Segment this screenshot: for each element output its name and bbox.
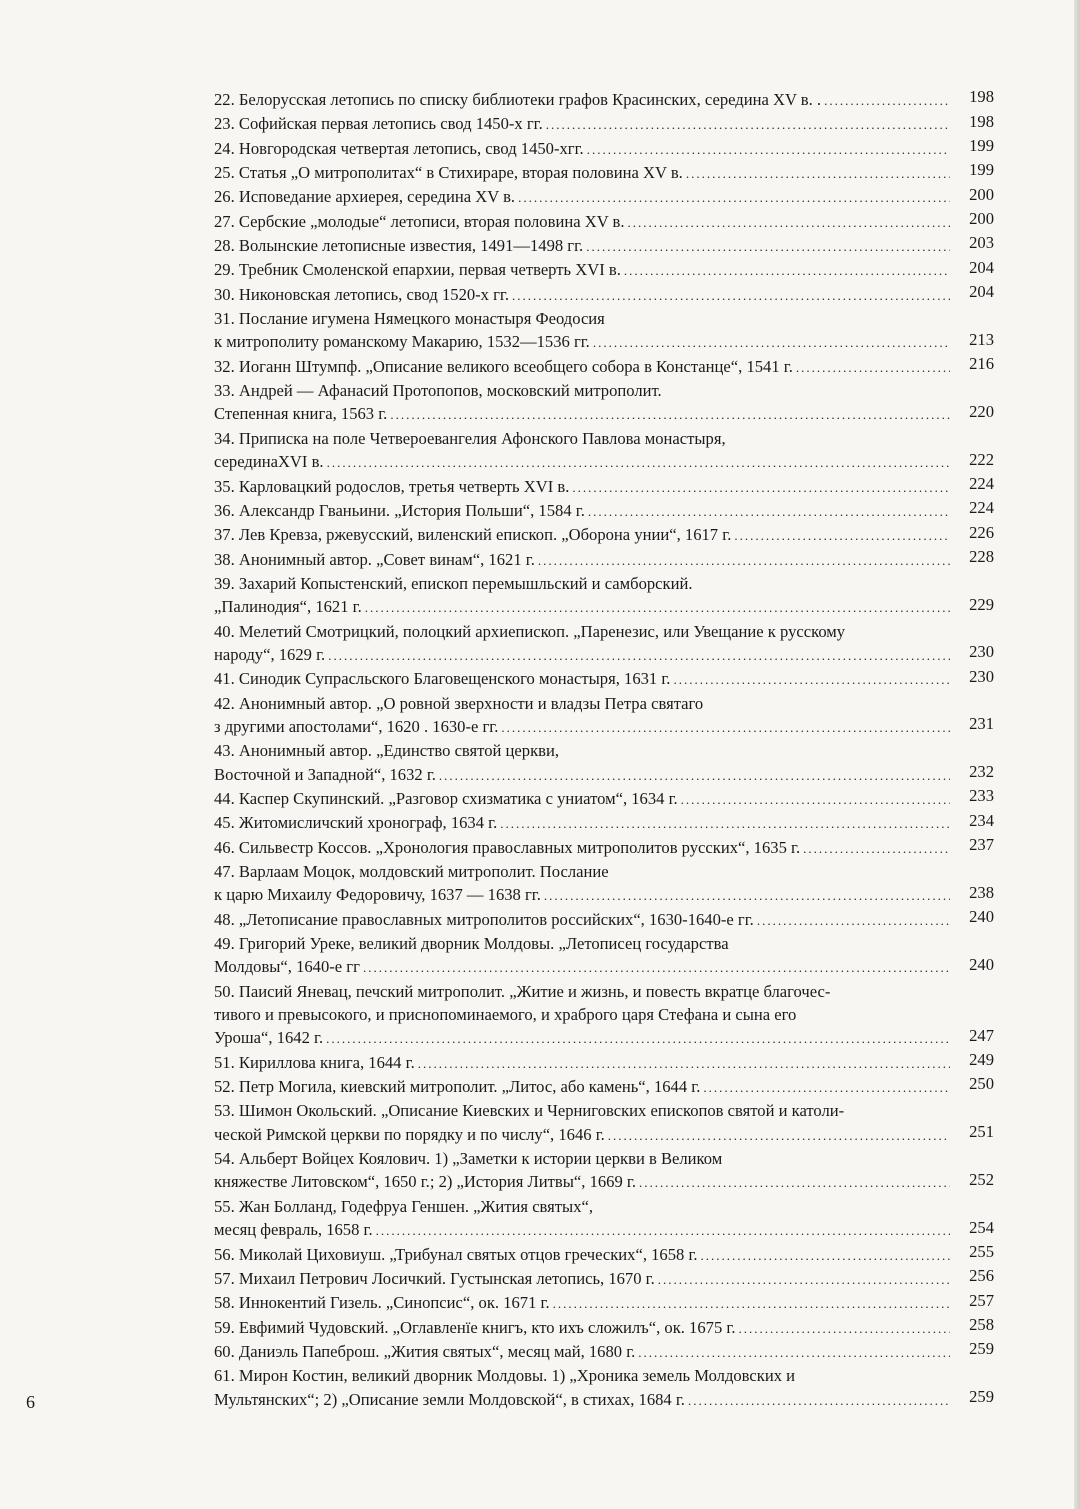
dot-leader: [738, 1317, 950, 1340]
dot-leader: [572, 476, 950, 499]
toc-page-ref: 251: [969, 1122, 994, 1142]
dot-leader: [587, 138, 950, 161]
dot-leader: [553, 1292, 950, 1315]
dot-leader: [546, 113, 950, 136]
toc-page-ref: 220: [969, 401, 994, 421]
toc-page-ref: 255: [969, 1241, 994, 1261]
toc-entry-line: [214, 88, 950, 112]
toc-page-ref: 203: [969, 233, 994, 253]
toc-entry-text: 42. Анонимный автор. „О ровной зверхности и владзы Петра святаго: [214, 693, 704, 713]
toc-entry-text: 55. Жан Болланд, Годефруа Геншен. „Жития святых“,: [214, 1196, 594, 1216]
toc-entry: [214, 1243, 994, 1267]
toc-entry-line: [214, 572, 950, 595]
toc-entry-line: [214, 1075, 950, 1099]
toc-entry: [214, 355, 994, 379]
toc-entry-text: 56. Миколай Циховиуш. „Трибунал святых отцов греческих“, 1658 г.: [214, 1244, 698, 1264]
toc-page-ref: 240: [969, 954, 994, 974]
toc-entry-line: [214, 1316, 950, 1340]
toc-entry-line: [214, 908, 950, 932]
toc-entry-text: 58. Иннокентий Гизель. „Синопсис“, ок. 1671 г.: [214, 1293, 550, 1313]
toc-page-ref: 231: [969, 714, 994, 734]
toc-entry-line: [214, 1388, 950, 1412]
toc-entry-text: 57. Михаил Петрович Лосичкий. Густынская летопись, 1670 г.: [214, 1268, 655, 1288]
dot-leader: [757, 909, 950, 932]
toc-entry: [214, 860, 994, 908]
toc-entry-text: 52. Петр Могила, киевский митрополит. „Литос, або камень“, 1644 г.: [214, 1077, 701, 1097]
dot-leader: [593, 331, 950, 354]
toc-entry-line: [214, 379, 950, 402]
toc-entry-text: 47. Варлаам Моцок, молдовский митрополит. Послание: [214, 862, 609, 881]
dot-leader: [673, 668, 950, 691]
toc-entry-text: 29. Требник Смоленской епархии, первая четверть XVI в.: [214, 260, 621, 280]
toc-page-ref: 252: [969, 1169, 994, 1189]
toc-entry-text: Восточной и Западной“, 1632 г.: [214, 764, 436, 784]
toc-page-ref: 250: [969, 1074, 994, 1094]
toc-entry-line: [214, 883, 950, 907]
dot-leader: [628, 211, 950, 234]
toc-entry-line: [214, 258, 950, 282]
toc-entry-text: 36. Александр Гваньини. „История Польши“, 1584 г.: [214, 500, 585, 520]
toc-entry-text: народу“, 1629 г.: [214, 644, 326, 664]
toc-entry: [214, 1291, 994, 1315]
toc-entry-line: [214, 523, 950, 547]
toc-page-ref: 199: [969, 160, 994, 180]
toc-entry-text: 61. Мирон Костин, великий дворник Молдовы. 1) „Хроника земель Молдовских и: [214, 1366, 796, 1386]
toc-entry-line: [214, 210, 950, 234]
toc-page-ref: 198: [969, 111, 994, 131]
toc-entry-line: [214, 595, 950, 619]
toc-entry-line: [214, 1026, 950, 1050]
toc-entry-line: [214, 499, 950, 523]
toc-entry: [214, 161, 994, 185]
toc-entry-text: ческой Римской церкви по порядку и по числу“, 1646 г.: [214, 1124, 605, 1144]
toc-entry-line: [214, 355, 950, 379]
toc-entry-line: [214, 330, 950, 354]
toc-page-ref: 256: [969, 1266, 994, 1286]
dot-leader: [538, 549, 950, 572]
toc-entry-text: 32. Иоганн Штумпф. „Описание великого всеобщего собора в Констанце“, 1541 г.: [214, 356, 793, 376]
toc-page-ref: 257: [969, 1290, 994, 1310]
toc-entry-text: 50. Паисий Яневац, печский митрополит. „Житие и жизнь, и повесть вкратце благочес-: [214, 981, 831, 1001]
dot-leader: [518, 186, 950, 209]
toc-entry-line: [214, 1170, 950, 1194]
toc-entry-text: 54. Альберт Войцех Коялович. 1) „Заметки к истории церкви в Великом: [214, 1149, 723, 1169]
toc-entry: [214, 1340, 994, 1364]
toc-entry-line: [214, 1364, 950, 1387]
toc-entry-line: [214, 112, 950, 136]
dot-leader: [500, 812, 950, 835]
toc-entry: [214, 185, 994, 209]
toc-entry-line: [214, 402, 950, 426]
toc-entry-text: 37. Лев Кревза, ржевусский, виленский епископ. „Оборона унии“, 1617 г.: [214, 525, 732, 545]
toc-page-ref: 240: [969, 907, 994, 927]
toc-entry-line: [214, 427, 950, 450]
toc-entry: [214, 787, 994, 811]
toc-entry-line: [214, 137, 950, 161]
toc-entry-text: 51. Кириллова книга, 1644 г.: [214, 1052, 415, 1072]
dot-leader: [824, 89, 950, 112]
toc-entry-text: к царю Михаилу Федоровичу, 1637 — 1638 гг.: [214, 885, 541, 905]
toc-entry-text: 28. Волынские летописные известия, 1491—1498 гг.: [214, 236, 584, 256]
toc-entry: [214, 307, 994, 355]
toc-page-ref: 259: [969, 1386, 994, 1406]
toc-page-ref: 230: [969, 642, 994, 662]
dot-leader: [501, 716, 950, 739]
toc-entry-text: 35. Карловацкий родослов, третья четверть XVI в.: [214, 476, 570, 496]
toc-entry-text: 38. Анонимный автор. „Совет винам“, 1621 г.: [214, 549, 535, 569]
toc-entry-line: [214, 1099, 950, 1122]
toc-entry-line: [214, 1195, 950, 1218]
toc-entry-line: [214, 860, 950, 883]
toc-entry-text: 27. Сербские „молодые“ летописи, вторая половина XV в.: [214, 211, 625, 231]
toc-entry-line: [214, 161, 950, 185]
toc-entry-line: [214, 283, 950, 307]
toc-page-ref: 204: [969, 282, 994, 302]
toc-entry: [214, 1267, 994, 1291]
dot-leader: [681, 788, 950, 811]
toc-entry-text: тивого и превысокого, и приснопоминаемого, и храброго царя Стефана и сына его: [214, 1005, 797, 1025]
toc-entry-text: 46. Сильвестр Коссов. „Хронология православных митрополитов русских“, 1635 г.: [214, 837, 801, 857]
toc-entry: [214, 258, 994, 282]
dot-leader: [512, 284, 950, 307]
dot-leader: [658, 1268, 950, 1291]
dot-leader: [586, 235, 950, 258]
page-number: 6: [26, 1392, 35, 1412]
toc-entry-text: 22. Белорусская летопись по списку библиотеки графов Красинских, середина XV в. .: [214, 90, 822, 109]
toc-entry-line: [214, 692, 950, 715]
toc-entry-line: [214, 1003, 950, 1026]
dot-leader: [326, 1027, 950, 1050]
toc-entry: [214, 620, 994, 668]
toc-entry-line: [214, 620, 950, 643]
toc-page-ref: 224: [969, 498, 994, 518]
toc-entry-line: [214, 715, 950, 739]
toc-entry-line: [214, 836, 950, 860]
toc-entry-line: [214, 932, 950, 955]
toc-entry: [214, 499, 994, 523]
toc-entry-text: 34. Приписка на поле Четвероевангелия Афонского Павлова монастыря,: [214, 428, 726, 448]
toc-page-ref: 230: [969, 666, 994, 686]
toc-entry-line: [214, 980, 950, 1003]
toc-entry: [214, 427, 994, 475]
toc-entry: [214, 980, 994, 1051]
toc-entry-line: [214, 1051, 950, 1075]
toc-entry: [214, 283, 994, 307]
toc-entry-text: Молдовы“, 1640-е гг: [214, 957, 360, 977]
toc-entry-line: [214, 1147, 950, 1170]
toc-entry-line: [214, 739, 950, 762]
toc-entry-text: месяц февраль, 1658 г.: [214, 1220, 373, 1240]
toc-entry-line: [214, 548, 950, 572]
toc-page-ref: 198: [969, 87, 994, 107]
toc-entry: [214, 667, 994, 691]
toc-page-ref: 199: [969, 136, 994, 156]
toc-entry: [214, 234, 994, 258]
toc-entry-text: 41. Синодик Супрасльского Благовещенского монастыря, 1631 г.: [214, 669, 671, 689]
toc-entry-text: 33. Андрей — Афанасий Протопопов, московский митрополит.: [214, 381, 662, 401]
toc-entry: [214, 1316, 994, 1340]
toc-entry-line: [214, 811, 950, 835]
toc-page-ref: 234: [969, 810, 994, 830]
toc-entry-text: 40. Мелетий Смотрицкий, полоцкий архиепископ. „Паренезис, или Увещание к русскому: [214, 621, 846, 641]
toc-page-ref: 237: [969, 835, 994, 854]
toc-entry: [214, 836, 994, 860]
toc-entry-text: Степенная книга, 1563 г.: [214, 404, 388, 424]
toc-page-ref: 216: [969, 354, 994, 374]
toc-entry-line: [214, 475, 950, 499]
toc-page-ref: 229: [969, 594, 994, 614]
toc-entry: [214, 379, 994, 427]
dot-leader: [363, 956, 950, 979]
table-of-contents: [214, 88, 994, 1412]
dot-leader: [639, 1171, 950, 1194]
toc-entry: [214, 1147, 994, 1195]
toc-page-ref: 249: [969, 1050, 994, 1070]
toc-entry: [214, 692, 994, 740]
toc-entry-line: [214, 1218, 950, 1242]
toc-entry-text: 59. Евфимий Чудовский. „Оглавленїе книгъ, кто ихъ сложилъ“, ок. 1675 г.: [214, 1317, 736, 1337]
toc-entry: [214, 811, 994, 835]
dot-leader: [703, 1076, 950, 1099]
toc-entry-text: 25. Статья „О митрополитах“ в Стихираре, вторая половина XV в.: [214, 163, 683, 183]
dot-leader: [688, 1389, 950, 1412]
dot-leader: [376, 1219, 950, 1242]
toc-entry: [214, 88, 994, 112]
toc-entry: [214, 1075, 994, 1099]
toc-entry-line: [214, 1123, 950, 1147]
toc-entry-text: 23. Софийская первая летопись свод 1450-х гг.: [214, 114, 543, 134]
toc-entry-text: 24. Новгородская четвертая летопись, свод 1450-хгг.: [214, 138, 584, 158]
dot-leader: [803, 837, 950, 860]
toc-entry: [214, 210, 994, 234]
toc-page-ref: 259: [969, 1339, 994, 1359]
dot-leader: [734, 524, 950, 547]
dot-leader: [796, 356, 950, 379]
toc-page-ref: 224: [969, 473, 994, 493]
toc-entry: [214, 137, 994, 161]
dot-leader: [439, 764, 950, 787]
toc-entry: [214, 1099, 994, 1147]
toc-entry-text: 45. Житомисличский хронограф, 1634 г.: [214, 813, 498, 833]
toc-page-ref: 213: [969, 329, 994, 349]
toc-entry-text: 39. Захарий Копыстенский, епископ перемышльский и самборский.: [214, 573, 693, 593]
toc-entry-line: [214, 1340, 950, 1364]
toc-page-ref: 232: [969, 761, 994, 781]
dot-leader: [588, 500, 950, 523]
toc-entry-text: к митрополиту романскому Макарию, 1532—1536 гг.: [214, 332, 590, 352]
toc-page-ref: 200: [969, 209, 994, 229]
dot-leader: [328, 644, 950, 667]
toc-entry: [214, 932, 994, 980]
toc-entry: [214, 475, 994, 499]
toc-entry-line: [214, 185, 950, 209]
toc-entry-text: 49. Григорий Уреке, великий дворник Молдовы. „Летописец государства: [214, 934, 729, 954]
toc-page-ref: 222: [969, 449, 994, 469]
dot-leader: [390, 403, 950, 426]
toc-entry: [214, 523, 994, 547]
toc-entry-line: [214, 763, 950, 787]
toc-entry-line: [214, 955, 950, 979]
dot-leader: [701, 1244, 950, 1267]
toc-entry-text: 44. Каспер Скупинский. „Разговор схизматика с униатом“, 1634 г.: [214, 788, 678, 808]
toc-entry: [214, 908, 994, 932]
toc-entry-text: 60. Даниэль Папеброш. „Жития святых“, месяц май, 1680 г.: [214, 1341, 636, 1361]
toc-entry: [214, 572, 994, 620]
toc-page-ref: 233: [969, 786, 994, 806]
toc-entry-line: [214, 234, 950, 258]
toc-entry-line: [214, 1243, 950, 1267]
toc-page-ref: 226: [969, 522, 994, 542]
dot-leader: [608, 1124, 950, 1147]
toc-entry: [214, 1364, 994, 1412]
dot-leader: [638, 1341, 950, 1364]
toc-entry-text: 48. „Летописание православных митрополитов российских“, 1630-1640-е гг.: [214, 909, 754, 929]
dot-leader: [686, 162, 950, 185]
dot-leader: [544, 884, 950, 907]
toc-entry-line: [214, 450, 950, 474]
toc-entry-text: серединаXVI в.: [214, 452, 324, 472]
toc-entry-text: 43. Анонимный автор. „Единство святой церкви,: [214, 741, 560, 761]
dot-leader: [327, 451, 950, 474]
dot-leader: [418, 1052, 950, 1075]
toc-entry: [214, 548, 994, 572]
toc-page-ref: 254: [969, 1217, 994, 1237]
toc-entry-text: з другими апостолами“, 1620 . 1630-е гг.: [214, 716, 499, 736]
toc-entry-text: 26. Исповедание архиерея, середина XV в.: [214, 187, 516, 207]
toc-entry-line: [214, 1267, 950, 1291]
toc-entry-text: 30. Никоновская летопись, свод 1520-х гг.: [214, 284, 510, 304]
toc-entry-text: Уроша“, 1642 г.: [214, 1028, 324, 1048]
toc-page-ref: 200: [969, 184, 994, 204]
toc-page-ref: 238: [969, 882, 994, 902]
toc-page-ref: 204: [969, 257, 994, 277]
dot-leader: [624, 259, 950, 282]
toc-entry: [214, 1051, 994, 1075]
toc-entry-line: [214, 307, 950, 330]
toc-entry-text: „Палинодия“, 1621 г.: [214, 597, 362, 617]
toc-entry-line: [214, 787, 950, 811]
toc-page-ref: 247: [969, 1025, 994, 1045]
toc-entry: [214, 739, 994, 787]
toc-page-ref: 228: [969, 546, 994, 566]
toc-entry-line: [214, 643, 950, 667]
dot-leader: [365, 596, 950, 619]
toc-entry-text: 31. Послание игумена Нямецкого монастыря Феодосия: [214, 309, 605, 329]
toc-entry: [214, 1195, 994, 1243]
toc-entry-line: [214, 667, 950, 691]
toc-page-ref: 258: [969, 1314, 994, 1334]
scan-edge: [1074, 0, 1080, 1509]
toc-entry: [214, 112, 994, 136]
toc-entry-text: 53. Шимон Окольский. „Описание Киевских и Черниговских епископов святой и католи-: [214, 1101, 845, 1121]
toc-entry-line: [214, 1291, 950, 1315]
toc-entry-text: Мультянских“; 2) „Описание земли Молдовской“, в стихах, 1684 г.: [214, 1389, 685, 1409]
toc-entry-text: княжестве Литовском“, 1650 г.; 2) „История Литвы“, 1669 г.: [214, 1172, 636, 1192]
